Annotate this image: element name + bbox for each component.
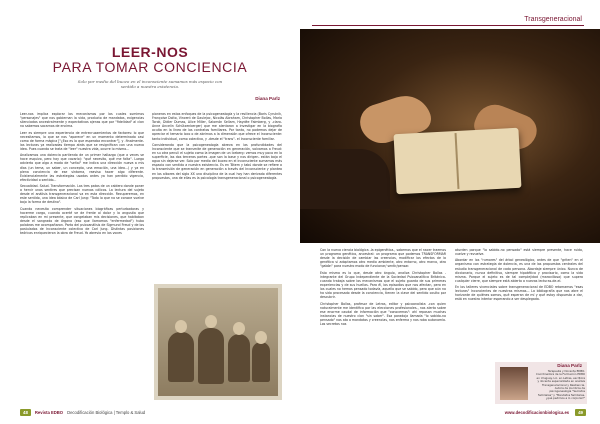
person-figure [252,342,270,382]
person-figure [198,328,224,384]
person-figure [168,332,194,382]
right-footer [326,407,586,417]
paragraph: Cuando necesito comprender situaciones biográficas perturbadoras y hacerme cargo, cuando acerté ve de frente al dolor y la angustia que replicaban en mi presente, que congelaban mis decisiones, que habitaban desde el sangrado de órgano (eso que llamamos "enfermedad") hubo palabras me acompañaron. Parto del psicoanálisis de Sigmund Freud y de los postulados de Inconsciente colectivo de Carl Jung. Distintas posiciones teóricas enriquecieron la obra de Freud. Yo abrevio en las voces [20,206,144,236]
hero-photo-hands-book [300,29,600,243]
left-footer [20,407,280,417]
page-number: 49 [575,409,586,416]
paragraph: Esto mismo es lo que, desde otro ángulo, analiza Christopher Bollas -integrante del Grupo Independiente de la Sociedad Psicoanalítica Británica- cuando trabaja sobre los mecanismos que el sujeto guarda de sus primeras experiencias y de sus huellas. Para él, los episodios que nos afectan, pero en los cuales no hemos pensado todavía, aquello que se sabido, pero que aún no ha sido procesado desde la conciencia, tienen la clave del sentido oculto por descubrir. [320,270,446,300]
person-head [255,331,267,344]
open-book [394,128,522,194]
right-column-2 [455,248,583,360]
bio-author-name: Diana Parlz [557,363,582,368]
person-head [205,315,217,328]
article-title: LEER-NOS [111,44,189,60]
left-column-2 [152,112,282,280]
section-divider [312,25,584,26]
article-subtitle: Solo por medio del buceo en el inconsciente sumamos más espacio con sentido a nuestra existencia. [77,79,223,89]
vintage-family-photo [154,284,282,400]
photo-frame [158,288,278,396]
bio-text: Terapeuta y Docente EDBO. Coordinadora de la Formación EDBO en Uruguay. Lic. en Letras, escritora y docente especializada en análisis Transgeneracional y Resiliencia. Autora de los libros de psicogenealogía "Secretos familiares" y "Mandatos familiares, ¿qué pedimos a lo corporal?" [536,369,585,401]
right-column-1 [320,248,446,404]
paragraph: pioneras en estos enfoques de la psicogenealogía y la resiliencia (Boris Cyrulnik, Françoise Dolto, Vincent de Gaulejac, Nicolás Abraham, Christopher Bollas, María Torok, Didier Dumas, Alice Miller, Salomón Sellam, Haydée Faimberg, y -claro- Anne Ancelin Schützenberger) que me alentaron a investigar en la biografía oculta en la línea de los contratos familiares. Por tanto, no podemos dejar de apreciar el temario loco o de abrirnos a la dimensión que ofrece el Inconsciente: tanto individual, como colectivo, y -desde el "trans"- el Inconsciente familiar. [152,112,282,141]
left-column-1 [20,112,144,400]
website-link[interactable]: www.decodificacionbiologica.es [504,409,570,415]
right-page [300,0,600,424]
paragraph: Considerando que la psicogenealogía abreva en las profundidades del Inconsciente que se transmite de generación en generación, volvamos a Freud: en su otra penuli el sujeto como la imagen de un Iceberg: vemos muy poco en la superficie, las dos terceras partes -que son la base y nos dirigen- están bajo el agua sin dejarse ver. Solo por medio del buceo en el inconsciente sumamos más espacio con sentido a nuestra existencia. Es en Tótem y tabú donde se refiere a la transmisión de generación en generación a través del Inconsciente y plantea en los albores del siglo XX una disciplina de la cual hoy han derivado diferentes propuestas, una de ellas es la psicología transgeneracional o psicogenealogía. [152,142,282,180]
paragraph: Sexualidad. Salud. Transformación. Las tres patas de un caldero donde poner a hervir unos sentires que precisan nuevos cálicos. La lectura del sujeto desde el análisis transgeneracional va en esta dirección. Recuperemos, en este sentido, una idea básica de Carl Jung: "Todo lo que no se conoce vuelve bajo la forma de destino". [20,184,144,205]
person-head [233,322,245,335]
page-number: 48 [20,409,31,416]
paragraph: Leer-nos implica explorar los mecanismos por los cuales sumimos "personajes" que nos gobiernan la vida, producto de mandatos, exigencias silenciadas ancestralmente y expectativas ajenas que por "fidelidad" al clan no sabemos sacarnos de encima. [20,112,144,129]
paragraph: Christopher Bollas, profesor de Letras, editor y psicoanalista -con quien naturalmente me identifico por las elecciones profesionales-, nos alerta sobre ese enorme caudal de información que "conocemos": ahí reposan muchas instancias de nuestro clan "sin saber". Esa paradoja llamada "lo sabido-no pensado" nos ata a mandatos y creencias, nos enferma y nos roba autonomía. Los secretos nos [320,301,446,326]
author-name: Diana Parlz [255,96,280,101]
person-head [175,320,187,333]
magazine-name: Revista EDBO [34,409,64,415]
section-title: Transgeneracional [524,16,582,23]
paragraph: Abordar en los "rumores" del árbol genealógico, antes de que "griten" en el organismo con estrategia de dolencia, es una de las propuestas centrales del estudio transgeneracional de cada persona. Abordaje siempre único. Nunca de diccionario, nunca definitivo, siempre hipotético y provisorio, como la vida misma. Porque el sujeto es de tal complejidad (maravillosa) que supera cualquier cierre, que siempre está abierto a nuevas lecturas-de-el. [455,258,583,283]
person-figure [228,334,250,382]
footer-section: Decodificación Biológica | Templo & Salud [67,409,146,415]
paragraph: Leer es siempre una experiencia de entrecruzamientos de factores: lo que necesitamos, lo que se nos "aparece" en un momento determinado casi como de forma mágica ["¿Eso es lo que esperaba encontrar"], y -finalmente- las lecturas ya realizadas tiempo atrás que se resignifican con una nueva idea. Pues cuando se trata de "leer" nuestra vida, ocurre lo mismo... [20,130,144,151]
article-title-line2: PARA TOMAR CONCIENCIA [52,59,248,75]
paragraph: aturden porque "lo sabido-no pensado" está siempre presente, hace ruido, vuelve y revuelve. [455,248,583,257]
paragraph: Con la nueva ciencia biológica -la epigenética-, sabemos que el nacer traemos un programa genético, ancestral: un programa que podemos TRANSFORMAR desde la decisión de cambiar las creencias, modificar los efectos de la genética si adoptamos otro medio ambiente, otro entorno, otro marco, otro "gabón" para nuestro modo de funcionar/ sentir/pensar. [320,248,446,269]
paragraph: En los talleres vivenciales sobre transgeneracional de EDBO retomamos "esas lecturas" Inconcientes de nuestras mismas... La bibliografía que nos abre el horizonte de quiénes somos, qué esperan de mí y qué estoy dispuesto a dar, está en nuestro interior esperando a ser desplegada. [455,285,583,302]
author-photo [500,367,528,400]
sleeve-shape [300,149,390,209]
paragraph: Analizamos una dolencia partiendo de un primer hallazgo (que a veces se hace esquivo, pero hay que cazarlo): "qué necesito, qué me falta". Luego advierto que algo a modo de "señal" me indica una dirección nueva a mis días (un tema, un saber, un concepto, una emoción, una idea...) y ya en plena conciencia de ese síntoma, reaviso hacer algo diferente. Existencialmente las estrategias usadas antes ya han perdido vigencia, efectividad o sentido... [20,153,144,182]
